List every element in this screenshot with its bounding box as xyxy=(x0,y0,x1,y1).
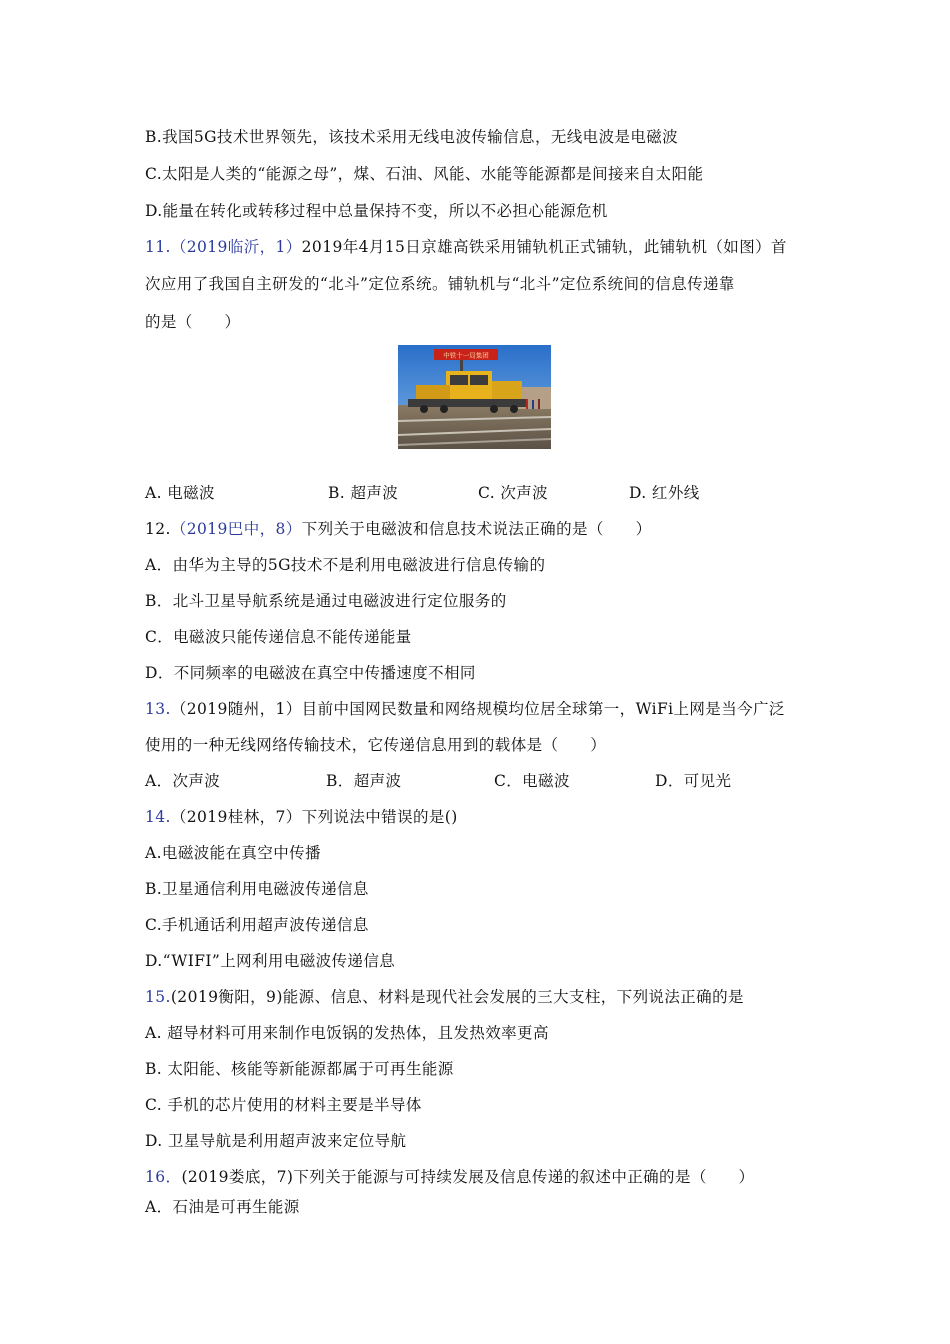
q11-option-d: D. 红外线 xyxy=(629,484,700,502)
q12-option-c: C．电磁波只能传递信息不能传递能量 xyxy=(145,628,412,646)
q15-line-1 xyxy=(145,987,744,1007)
q11-option-a: A. 电磁波 xyxy=(145,484,215,502)
q13-line-1 xyxy=(145,699,785,719)
q11-line-2: 次应用了我国自主研发的“北斗”定位系统。铺轨机与“北斗”定位系统间的信息传递靠 xyxy=(145,275,735,293)
q16-line-1 xyxy=(145,1167,754,1187)
q14-number: 14. xyxy=(145,808,171,826)
q16-number: 16． xyxy=(145,1168,182,1186)
q13-option-a: A．次声波 xyxy=(145,772,221,790)
q13-line-2: 使用的一种无线网络传输技术，它传递信息用到的载体是（ ） xyxy=(145,736,607,754)
q15-option-d: D. 卫星导航是利用超声波来定位导航 xyxy=(145,1132,407,1150)
q10-option-c: C.太阳是人类的“能源之母”，煤、石油、风能、水能等能源都是间接来自太阳能 xyxy=(145,165,704,183)
q10-option-b: B.我国5G技术世界领先，该技术采用无线电波传输信息，无线电波是电磁波 xyxy=(145,128,679,146)
q12-option-d: D．不同频率的电磁波在真空中传播速度不相同 xyxy=(145,664,476,682)
q14-option-d: D.“WIFI”上网利用电磁波传递信息 xyxy=(145,952,396,970)
q11-option-c: C. 次声波 xyxy=(478,484,549,502)
q14-line-1 xyxy=(145,807,458,827)
q16-option-a: A．石油是可再生能源 xyxy=(145,1198,300,1216)
q15-number: 15. xyxy=(145,988,171,1006)
photo-banner-text: 中铁十一局集团 xyxy=(443,351,489,360)
q10-option-d: D.能量在转化或转移过程中总量保持不变，所以不必担心能源危机 xyxy=(145,202,608,220)
q13-option-c: C．电磁波 xyxy=(494,772,570,790)
q11-source: （2019临沂，1） xyxy=(170,238,302,256)
q11-number: 11. xyxy=(145,238,171,256)
q15-option-a: A. 超导材料可用来制作电饭锅的发热体，且发热效率更高 xyxy=(145,1024,549,1042)
q14-option-a: A.电磁波能在真空中传播 xyxy=(145,844,321,862)
q13-option-d: D．可见光 xyxy=(655,772,732,790)
q15-text: (2019衡阳，9)能源、信息、材料是现代社会发展的三大支柱，下列说法正确的是 xyxy=(170,988,744,1006)
q12-source: （2019巴中，8） xyxy=(170,520,302,538)
q12-option-b: B．北斗卫星导航系统是通过电磁波进行定位服务的 xyxy=(145,592,507,610)
track-laying-machine-photo xyxy=(398,345,551,449)
q11-text-1: 2019年4月15日京雄高铁采用铺轨机正式铺轨，此铺轨机（如图）首 xyxy=(301,238,787,256)
q13-option-b: B．超声波 xyxy=(326,772,402,790)
q16-text: (2019娄底，7)下列关于能源与可持续发展及信息传递的叙述中正确的是（ ） xyxy=(181,1168,755,1186)
q13-text-1: （2019随州，1）目前中国网民数量和网络规模均位居全球第一，WiFi上网是当今广泛 xyxy=(170,700,785,718)
q11-option-b: B. 超声波 xyxy=(328,484,399,502)
q14-option-c: C.手机通话利用超声波传递信息 xyxy=(145,916,369,934)
q11-line-1 xyxy=(145,237,787,257)
q15-option-b: B. 太阳能、核能等新能源都属于可再生能源 xyxy=(145,1060,454,1078)
q11-line-3: 的是（ ） xyxy=(145,313,241,331)
q13-number: 13. xyxy=(145,700,171,718)
q12-option-a: A．由华为主导的5G技术不是利用电磁波进行信息传输的 xyxy=(145,556,546,574)
q15-option-c: C. 手机的芯片使用的材料主要是半导体 xyxy=(145,1096,422,1114)
q12-line-1 xyxy=(145,519,651,539)
q14-option-b: B.卫星通信利用电磁波传递信息 xyxy=(145,880,369,898)
q12-number: 12. xyxy=(145,520,171,538)
q14-text: （2019桂林，7）下列说法中错误的是() xyxy=(170,808,458,826)
q12-text: 下列关于电磁波和信息技术说法正确的是（ ） xyxy=(301,520,652,538)
